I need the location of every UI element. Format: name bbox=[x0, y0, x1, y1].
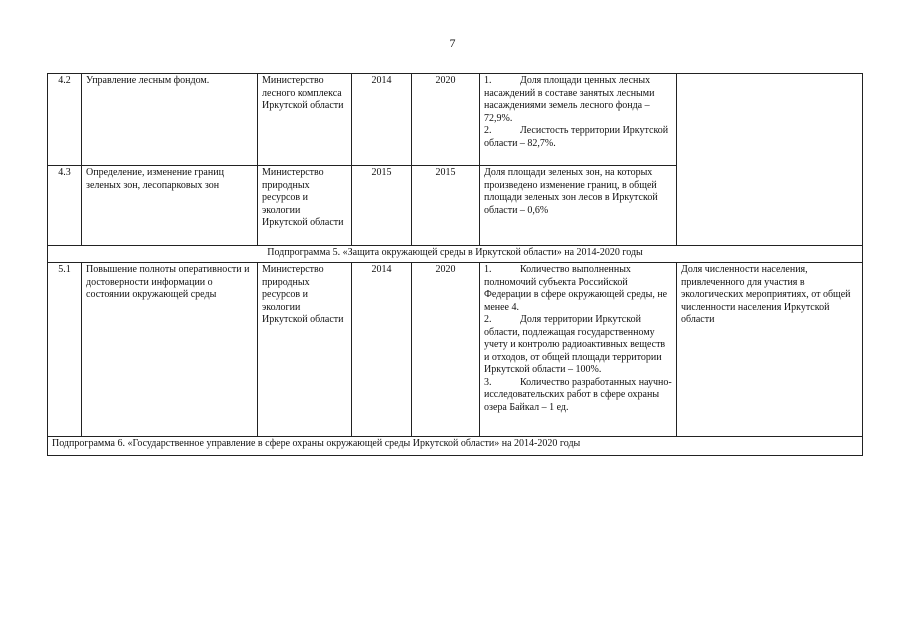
subprogram-6-title: Подпрограмма 6. «Государственное управление в сфере охраны окружающей среды Иркутской области» на 2014-2020 годы bbox=[48, 437, 863, 456]
indicator-text: Лесистость территории Иркутской области – 82,7%. bbox=[484, 125, 669, 149]
start-year: 2014 bbox=[352, 263, 412, 437]
program-table bbox=[47, 73, 863, 456]
start-year: 2014 bbox=[352, 74, 412, 166]
row-number: 5.1 bbox=[48, 263, 82, 437]
table-row-5-1 bbox=[48, 263, 863, 437]
extra-indicator-cell: Доля численности населения, привлеченного для участия в экологических мероприятиях, от общей численности населения Иркутской области bbox=[677, 263, 863, 437]
indicator-text: Количество выполненных полномочий субъекта Российской Федерации в сфере окружающей среды, не менее 4. bbox=[484, 264, 668, 313]
executor: Министерство природных ресурсов и экологии Иркутской области bbox=[258, 166, 352, 246]
extra-indicator-cell bbox=[677, 74, 863, 246]
indicator-number: 2. bbox=[484, 125, 492, 136]
end-year: 2020 bbox=[412, 263, 480, 437]
end-year: 2020 bbox=[412, 74, 480, 166]
indicator-text: Доля площади ценных лесных насаждений в составе занятых лесными насаждениями земель лесного фонда – 72,9%. bbox=[484, 75, 655, 124]
measure-name: Управление лесным фондом. bbox=[82, 74, 258, 166]
indicator-number: 1. bbox=[484, 75, 492, 86]
indicator-text: Доля территории Иркутской области, подлежащая государственному учету и контролю радиоактивных веществ и отходов, от общей площади территории Иркутской области – 100%. bbox=[484, 314, 666, 375]
subprogram-5-title: Подпрограмма 5. «Защита окружающей среды в Иркутской области» на 2014-2020 годы bbox=[48, 246, 863, 263]
measure-name: Определение, изменение границ зеленых зон, лесопарковых зон bbox=[82, 166, 258, 246]
indicator-number: 3. bbox=[484, 376, 492, 388]
subprogram-5-header-row bbox=[48, 246, 863, 263]
subprogram-6-header-row bbox=[48, 437, 863, 456]
page-number: 7 bbox=[449, 36, 456, 50]
executor: Министерство природных ресурсов и экологии Иркутской области bbox=[258, 263, 352, 437]
indicator-number: 1. bbox=[484, 264, 492, 275]
table-row-4-2 bbox=[48, 74, 863, 166]
indicator-item bbox=[484, 75, 672, 125]
end-year: 2015 bbox=[412, 166, 480, 246]
indicators-cell bbox=[480, 74, 677, 166]
row-number: 4.2 bbox=[48, 74, 82, 166]
measure-name: Повышение полноты оперативности и достоверности информации о состоянии окружающей среды bbox=[82, 263, 258, 437]
indicator-text: Количество разработанных научно-исследовательских работ в сфере охраны озера Байкал – 1 ед. bbox=[484, 376, 672, 413]
row-number: 4.3 bbox=[48, 166, 82, 246]
indicator-item bbox=[484, 125, 672, 150]
indicator-item bbox=[484, 314, 672, 377]
indicator-item bbox=[484, 377, 672, 415]
indicator-number: 2. bbox=[484, 314, 492, 325]
indicator-text: Доля площади зеленых зон, на которых произведено изменение границ, в общей площади зеленых зон лесов в Иркутской области – 0,6% bbox=[480, 166, 677, 246]
indicators-cell bbox=[480, 263, 677, 437]
executor: Министерство лесного комплекса Иркутской области bbox=[258, 74, 352, 166]
indicator-item bbox=[484, 264, 672, 314]
start-year: 2015 bbox=[352, 166, 412, 246]
